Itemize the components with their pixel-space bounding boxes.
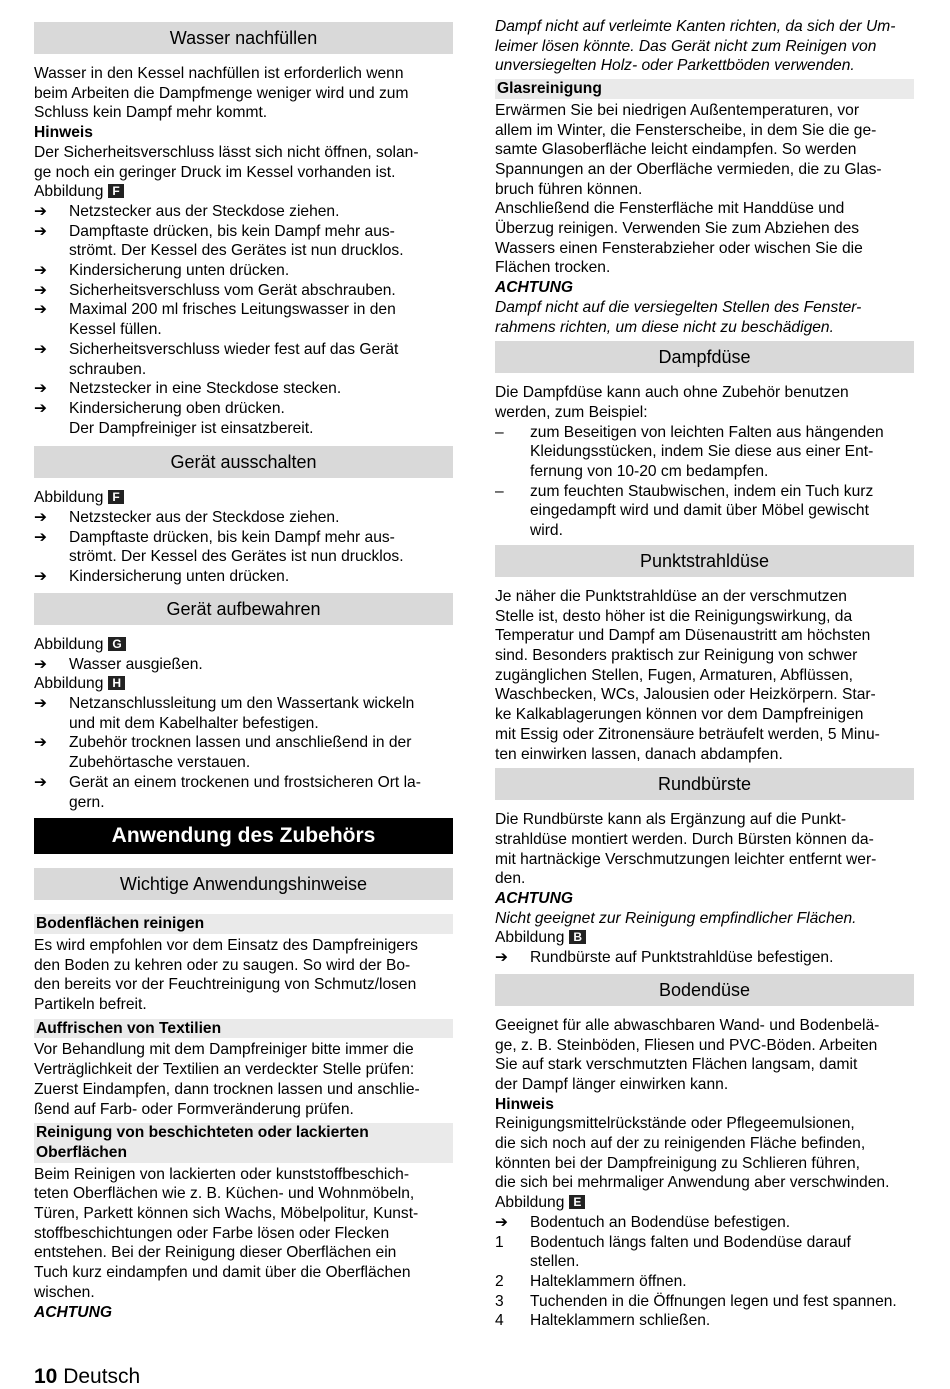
text-line: allem im Winter, die Fensterscheibe, in dem Sie die ge- [495,121,877,139]
text-line: samte Glasoberfläche leicht eindampfen. So werden [495,141,857,159]
text-line: stellen. [530,1253,580,1271]
text-line: strahldüse montiert werden. Durch Bürsten können da- [495,830,874,848]
figure-badge: E [569,1195,585,1209]
text-line: Netzanschlussleitung um den Wassertank wickeln [69,694,415,712]
bodenduese-text [495,1016,914,1095]
text-line: Vor Behandlung mit dem Dampfreiniger bitte immer die [34,1041,414,1059]
list-item [34,655,453,675]
section-heading-wichtige: Wichtige Anwendungshinweise [34,868,453,900]
text-line: Bodentuch längs falten und Bodendüse darauf [530,1233,851,1251]
step-number: 1 [495,1233,504,1251]
figure-badge: F [108,184,123,198]
text-line: Waschbecken, WCs, Jalousien oder Heizkörpern. Star- [495,686,876,704]
text-line: entstehen. Bei der Reinigung dieser Oberflächen ein [34,1244,397,1262]
list-item [34,694,453,733]
figure-badge: B [569,930,586,944]
text-line: Die Rundbürste kann als Ergänzung auf die Punkt- [495,811,847,829]
text-line: Sicherheitsverschluss vom Gerät abschrauben. [69,281,396,299]
arrow-icon: ➔ [34,301,48,319]
list-item [34,281,453,301]
dampfduese-text [495,383,914,422]
arrow-icon: ➔ [34,694,48,712]
text-line: Überzug reinigen. Verwenden Sie zum Abziehen des [495,220,860,238]
bodenduese-hinweis-text [495,1114,914,1193]
rund-step [495,948,914,968]
text-line: Kessel füllen. [69,321,162,339]
text-line: und mit dem Kabelhalter befestigen. [69,714,319,732]
dash-marker: – [495,482,504,500]
aufbewahren-steps [34,694,453,812]
section-heading-wasser: Wasser nachfüllen [34,22,453,54]
list-item [495,482,914,541]
hinweis-label: Hinweis [34,124,93,142]
list-item [495,1213,914,1233]
text-line: teten Oberflächen wie z. B. Küchen- und Wohnmöbeln, [34,1185,415,1203]
text-line: Bodentuch an Bodendüse befestigen. [530,1213,791,1231]
list-item-text [530,423,914,482]
text-line: mit hartnäckige Verschmutzungen leichter entfernt wer- [495,850,877,868]
text-line: Geeignet für alle abwaschbaren Wand- und Bodenbelä- [495,1016,880,1034]
text-line: den bereits vor der Feuchtreinigung von Schmutz/losen [34,976,417,994]
abbildung-ref: Abbildung B [495,928,914,948]
list-item-text [69,202,453,222]
abbildung-ref: Abbildung G [34,635,453,655]
arrow-icon: ➔ [34,773,48,791]
abbildung-ref: Abbildung H [34,674,453,694]
text-line: Maximal 200 ml frisches Leitungswasser in den [69,301,396,319]
rund-achtung-text [495,909,914,929]
text-line: strömt. Der Kessel des Gerätes ist nun drucklos. [69,242,404,260]
arrow-icon: ➔ [34,655,48,673]
text-line: Kleidungsstücken, indem Sie diese aus einer Ent- [530,443,874,461]
text-line: Flächen trocken. [495,259,611,277]
text-line: unversiegelten Holz- oder Parkettböden verwenden. [495,57,855,75]
dash-marker: – [495,423,504,441]
arrow-icon: ➔ [34,222,48,240]
bodenduese-arrow-step [495,1213,914,1233]
left-column [34,14,453,1322]
text-line: Netzstecker aus der Steckdose ziehen. [69,509,340,527]
list-item-text [530,1272,914,1292]
list-item-text [69,222,453,261]
abbildung-ref: Abbildung F [34,182,453,202]
section-heading-punkt: Punktstrahldüse [495,545,914,577]
list-item [34,222,453,261]
text-line: Türen, Parkett können sich Wachs, Möbelpolitur, Kunst- [34,1205,419,1223]
text-line: schrauben. [69,360,147,378]
list-item [34,202,453,222]
text-line: beim Arbeiten die Dampfmenge weniger wird und zum [34,84,409,102]
page-footer [34,1365,140,1389]
text-line: Temperatur und Dampf am Düsenaustritt am höchsten [495,627,871,645]
punkt-text [495,587,914,764]
text-line: Der Sicherheitsverschluss lässt sich nicht öffnen, solan- [34,143,419,161]
text-line: bruch führen können. [495,180,643,198]
text-line: ke Kalkablagerungen können vor dem Dampfreinigen [495,706,864,724]
heading-line: Reinigung von beschichteten oder lackierten [36,1124,369,1142]
arrow-icon: ➔ [34,734,48,752]
section-heading-rund: Rundbürste [495,768,914,800]
text-line: Zubehörtasche verstauen. [69,754,251,772]
achtung-label: ACHTUNG [495,279,573,297]
text-line: Wasser in den Kessel nachfüllen ist erforderlich wenn [34,65,404,82]
step-number: 4 [495,1312,504,1330]
abbildung-ref: Abbildung F [34,488,453,508]
text-line: Netzstecker in eine Steckdose stecken. [69,380,342,398]
text-line: gern. [69,793,105,811]
arrow-icon: ➔ [34,399,48,417]
text-line: Die Dampfdüse kann auch ohne Zubehör benutzen [495,384,849,402]
wasser-steps [34,202,453,419]
text-line: den. [495,870,526,888]
text-line: Beim Reinigen von lackierten oder kunststoffbeschich- [34,1165,410,1183]
figure-badge: F [108,490,123,504]
text-line: stoffbeschichtungen oder Farbe lösen oder Flecken [34,1224,390,1242]
text-line: die sich noch auf der zu reinigenden Fläche befinden, [495,1135,866,1153]
list-item-text [69,508,453,528]
list-item-text [530,482,914,541]
chapter-heading-anwendung: Anwendung des Zubehörs [34,818,453,854]
boden-text [34,936,453,1015]
text-line: Dampftaste drücken, bis kein Dampf mehr aus- [69,528,395,546]
list-item-text [69,300,453,339]
abbildung-ref: Abbildung E [495,1193,914,1213]
text-line: könnten bei der Dampfreinigung zu Schlieren führen, [495,1154,860,1172]
right-column [495,17,914,1331]
achtung-label: ACHTUNG [34,1303,112,1321]
subheading-glas: Glasreinigung [495,79,914,99]
section-heading-aufbewahren: Gerät aufbewahren [34,593,453,625]
text-line: die sich bei mehrmaliger Anwendung aber verschwinden. [495,1174,890,1192]
list-item [34,300,453,339]
text-line: werden, zum Beispiel: [495,403,648,421]
figure-badge: G [108,637,125,651]
text-line: Zubehör trocknen lassen und anschließend in der [69,734,412,752]
text-line: Wasser ausgießen. [69,655,203,673]
text-line: strömt. Der Kessel des Gerätes ist nun drucklos. [69,548,404,566]
arrow-icon: ➔ [34,202,48,220]
numbered-item [495,1311,914,1331]
arrow-icon: ➔ [34,340,48,358]
text-line: Schluss kein Dampf mehr kommt. [34,104,268,122]
text-line: Reinigungsmittelrückstände oder Pflegeemulsionen, [495,1115,855,1133]
text-line: wird. [530,522,563,540]
wasser-intro [34,64,453,123]
list-item-text [69,655,453,675]
list-item-text [69,261,453,281]
aufbewahren-step1 [34,655,453,675]
text-line: zum feuchten Staubwischen, indem ein Tuch kurz [530,482,874,500]
list-item-text [69,528,453,567]
text-line: den Boden zu kehren oder zu saugen. So wird der Bo- [34,956,411,974]
hinweis-label: Hinweis [495,1095,554,1113]
text-line: Nicht geeignet zur Reinigung empfindlicher Flächen. [495,909,857,927]
list-item [495,423,914,482]
hinweis-text [34,143,453,182]
subheading-textilien: Auffrischen von Textilien [34,1019,453,1039]
text-line: leimer lösen könnte. Das Gerät nicht zum Reinigen von [495,37,877,55]
list-item-text [530,1311,914,1331]
text-line: zum Beseitigen von leichten Falten aus hängenden [530,423,884,441]
text-line: Anschließend die Fensterfläche mit Handdüse und [495,200,845,218]
textilien-text [34,1040,453,1119]
list-item [34,528,453,567]
ausschalten-steps [34,508,453,587]
arrow-icon: ➔ [34,380,48,398]
section-heading-bodenduese: Bodendüse [495,974,914,1006]
numbered-item [495,1272,914,1292]
text-line: Tuch kurz eindampfen und damit über die Oberflächen [34,1264,411,1282]
text-line: fernung von 10-20 cm bedampfen. [530,463,769,481]
list-item [34,379,453,399]
text-line: Es wird empfohlen vor dem Einsatz des Dampfreinigers [34,936,418,954]
text-line: Stelle ist, desto höher ist die Reinigungswirkung, da [495,607,853,625]
text-line: Tuchenden in die Öffnungen legen und fest spannen. [530,1292,897,1310]
text-line: eingedampft wird und damit über Möbel gewischt [530,502,869,520]
text-line: Netzstecker aus der Steckdose ziehen. [69,202,340,220]
text-line: Partikeln befreit. [34,996,147,1014]
text-line: Kindersicherung unten drücken. [69,262,290,280]
glas-achtung-text [495,298,914,337]
wasser-final: Der Dampfreiniger ist einsatzbereit. [69,419,314,437]
text-line: wischen. [34,1283,95,1301]
text-line: Erwärmen Sie bei niedrigen Außentemperaturen, vor [495,101,860,119]
text-line: Kindersicherung oben drücken. [69,399,285,417]
list-item-text [530,948,914,968]
rund-text [495,810,914,889]
heading-line: Oberflächen [36,1143,127,1161]
list-item-text [69,567,453,587]
list-item-text [530,1233,914,1272]
list-item [34,340,453,379]
arrow-icon: ➔ [34,528,48,546]
arrow-icon: ➔ [34,568,48,586]
text-line: Rundbürste auf Punktstrahldüse befestigen. [530,949,834,967]
text-line: Halteklammern schließen. [530,1312,711,1330]
text-line: Dampftaste drücken, bis kein Dampf mehr aus- [69,222,395,240]
numbered-item [495,1292,914,1312]
text-line: Sie auf stark verschmutzten Flächen langsam, damit [495,1056,858,1074]
arrow-icon: ➔ [495,949,509,967]
text-line: ge noch ein geringer Druck im Kessel vorhanden ist. [34,163,396,181]
list-item-text [530,1213,914,1233]
arrow-icon: ➔ [34,262,48,280]
text-line: ßend auf Farb- oder Formveränderung prüfen. [34,1100,354,1118]
text-line: Zuerst Eindampfen, dann trocknen lassen und anschlie- [34,1080,420,1098]
text-line: Dampf nicht auf die versiegelten Stellen des Fenster- [495,298,862,316]
subheading-boden: Bodenflächen reinigen [34,914,453,934]
arrow-icon: ➔ [34,509,48,527]
list-item [34,773,453,812]
list-item-text [69,399,453,419]
text-line: Verträglichkeit der Textilien an verdeckter Stelle prüfen: [34,1061,415,1079]
dampfduese-list [495,423,914,541]
text-line: Gerät an einem trockenen und frostsicheren Ort la- [69,773,421,791]
step-number: 3 [495,1292,504,1310]
list-item [34,261,453,281]
text-line: Spannungen an der Oberfläche vermieden, die zu Glas- [495,160,882,178]
text-line: ten einwirken lassen, danach abdampfen. [495,745,783,763]
text-line: Dampf nicht auf verleimte Kanten richten, da sich der Um- [495,18,896,35]
text-line: rahmens richten, um diese nicht zu beschädigen. [495,318,834,336]
text-line: zugänglichen Stellen, Fugen, Armaturen, Abflüssen, [495,666,854,684]
text-line: sind. Besonders praktisch zur Reinigung von schwer [495,646,858,664]
figure-badge: H [108,676,125,690]
step-number: 2 [495,1272,504,1290]
text-line: ge, z. B. Steinböden, Fliesen und PVC-Böden. Arbeiten [495,1036,878,1054]
text-line: mit Essig oder Zitronensäure beträufelt werden, 5 Minu- [495,725,880,743]
list-item-text [69,694,453,733]
section-heading-dampfduese: Dampfdüse [495,341,914,373]
achtung-continued [495,17,914,76]
language-label: Deutsch [63,1365,141,1388]
list-item-text [530,1292,914,1312]
numbered-item [495,1233,914,1272]
page-number: 10 [34,1365,58,1388]
text-line: Kindersicherung unten drücken. [69,568,290,586]
list-item-text [69,733,453,772]
list-item [34,567,453,587]
text-line: Je näher die Punktstrahldüse an der verschmutzen [495,587,847,605]
list-item [495,948,914,968]
list-item-text [69,281,453,301]
list-item [34,399,453,419]
lackiert-text [34,1165,453,1303]
list-item-text [69,340,453,379]
list-item [34,508,453,528]
list-item [34,733,453,772]
list-item-text [69,379,453,399]
arrow-icon: ➔ [34,281,48,299]
subheading-lackiert [34,1123,453,1162]
section-heading-ausschalten: Gerät ausschalten [34,446,453,478]
text-line: der Dampf länger einwirken kann. [495,1075,729,1093]
list-item-text [69,773,453,812]
achtung-label: ACHTUNG [495,890,573,908]
arrow-icon: ➔ [495,1213,509,1231]
text-line: Sicherheitsverschluss wieder fest auf das Gerät [69,340,399,358]
text-line: Halteklammern öffnen. [530,1272,687,1290]
text-line: Wassers einen Fensterabzieher oder wischen Sie die [495,239,863,257]
glas-text [495,101,914,278]
bodenduese-numbered [495,1233,914,1332]
